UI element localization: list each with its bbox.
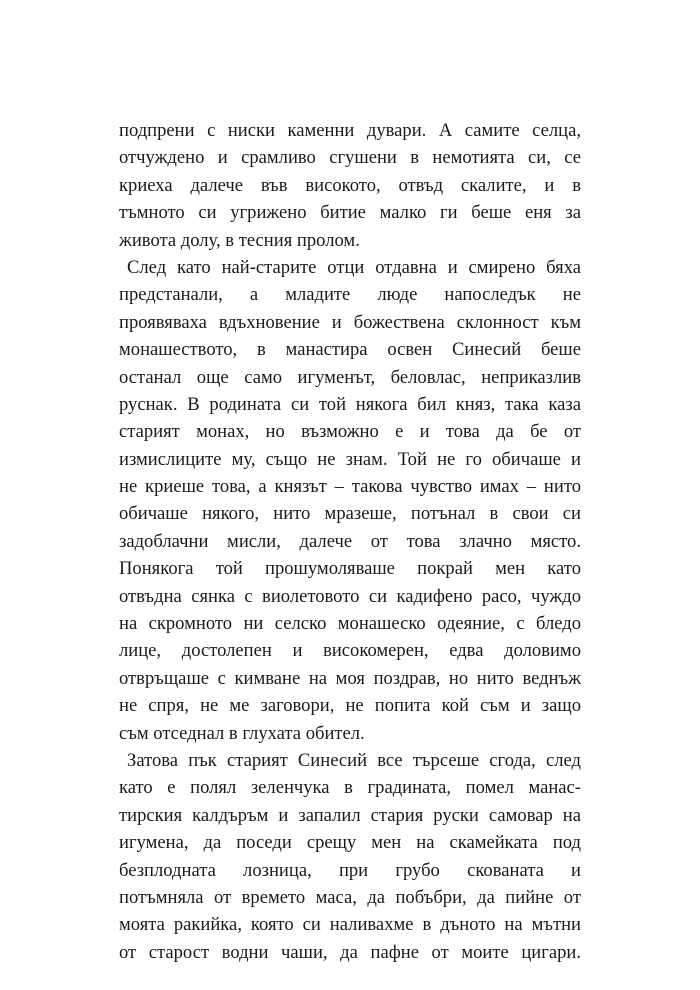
text-line: отвъдна сянка с виолетовото си кадифено расо, чуждо bbox=[119, 585, 581, 607]
text-line: руснак. В родината си той някога бил княз, така каза bbox=[119, 393, 581, 415]
text-line: проявяваха вдъхновение и божествена склонност към bbox=[119, 311, 581, 333]
text-line: тъмното си угрижено битие малко ги беше еня за bbox=[119, 202, 581, 224]
text-line: отчуждено и срамливо сгушени в немотията си, се bbox=[119, 147, 581, 169]
text-line: подпрени с ниски каменни дувари. А самите селца, bbox=[119, 120, 581, 141]
text-line: от старост водни чаши, да пафне от моите цигари. bbox=[119, 941, 581, 963]
text-line: обичаше някого, нито мразеше, потънал в свои си bbox=[119, 503, 581, 525]
text-line: монашеството, в манастира освен Синесий беше bbox=[119, 339, 581, 361]
text-line: живота долу, в тесния пролом. bbox=[119, 229, 360, 251]
text-line: Понякога той прошумоляваше покрай мен като bbox=[119, 558, 581, 580]
text-line: измислиците му, също не знам. Той не го обичаше и bbox=[119, 448, 581, 470]
text-line: След като най-старите отци отдавна и смирено бяха bbox=[127, 256, 581, 278]
text-line: предстанали, а младите люде напоследък не bbox=[119, 284, 581, 306]
text-line: като е полял зеленчука в градината, помел манас- bbox=[119, 777, 581, 799]
text-line: задоблачни мисли, далече от това злачно място. bbox=[119, 530, 581, 552]
text-line: старият монах, но възможно е и това да бе от bbox=[119, 421, 581, 443]
text-line: отвръщаше с кимване на моя поздрав, но нито веднъж bbox=[119, 667, 581, 689]
text-line: игумена, да поседи срещу мен на скамейката под bbox=[119, 832, 581, 854]
text-line: безплодната лозница, при грубо скованата и bbox=[119, 859, 581, 881]
text-line: моята ракийка, която си наливахме в дъното на мътни bbox=[119, 914, 581, 936]
text-line: Затова пък старият Синесий все търсеше сгода, след bbox=[127, 749, 581, 771]
text-line: криеха далече във високото, отвъд скалите, и в bbox=[119, 174, 581, 196]
text-line: останал още само игуменът, беловлас, неприказлив bbox=[119, 366, 581, 388]
text-line: тирския калдъръм и запалил стария руски самовар на bbox=[119, 804, 581, 826]
text-line: съм отседнал в глухата обител. bbox=[119, 722, 365, 744]
text-line: не криеше това, а князът – такова чувство имах – нито bbox=[119, 476, 581, 498]
book-page-text bbox=[119, 117, 581, 966]
text-line: лице, достолепен и високомерен, едва доловимо bbox=[119, 640, 581, 662]
text-line: не спря, не ме заговори, не попита кой съм и защо bbox=[119, 695, 581, 717]
text-line: на скромното ни селско монашеско одеяние, с бледо bbox=[119, 613, 581, 635]
text-line: потъмняла от времето маса, да побъбри, да пийне от bbox=[119, 886, 581, 908]
